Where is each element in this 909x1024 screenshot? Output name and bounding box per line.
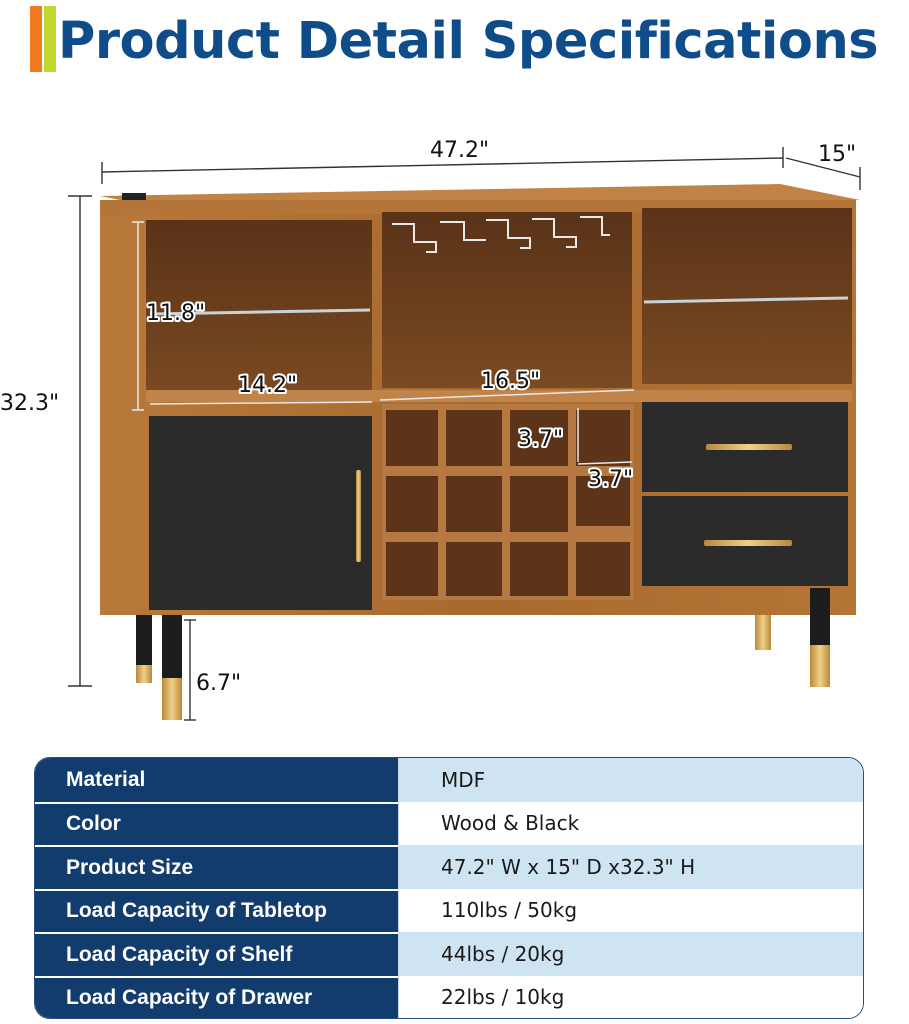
left-cabinet-door — [149, 416, 372, 610]
spec-row-shelf-capacity — [35, 932, 863, 976]
wine-cubby-grid — [382, 404, 634, 600]
spec-label: Material — [35, 758, 398, 802]
leg-cap — [162, 678, 182, 720]
furniture-illustration — [0, 120, 909, 730]
spec-row-product-size — [35, 845, 863, 889]
page-title: Product Detail Specifications — [58, 12, 879, 71]
spec-label: Load Capacity of Shelf — [35, 932, 398, 976]
height-label: 32.3" — [0, 391, 60, 416]
right-open-shelf — [642, 208, 852, 384]
spec-row-color — [35, 802, 863, 846]
shelf-height-label: 11.8" — [146, 301, 206, 326]
spec-label: Load Capacity of Tabletop — [35, 889, 398, 933]
spec-value: 47.2" W x 15" D x32.3" H — [398, 845, 863, 889]
leg-height-dimension-line — [184, 620, 196, 720]
spec-value: 44lbs / 20kg — [398, 932, 863, 976]
leg-cap — [755, 612, 771, 650]
spec-row-drawer-capacity — [35, 976, 863, 1020]
cubby-height-label: 3.7" — [518, 427, 564, 452]
leg-cap — [810, 645, 830, 687]
height-dimension-line — [68, 196, 92, 686]
spec-label: Color — [35, 802, 398, 846]
spec-row-tabletop-capacity — [35, 889, 863, 933]
header-accent-green — [44, 6, 56, 72]
depth-label: 15" — [818, 142, 857, 167]
width-label: 47.2" — [430, 138, 490, 163]
cabinet-width-label: 14.2" — [238, 373, 298, 398]
spec-label: Product Size — [35, 845, 398, 889]
spec-value: 110lbs / 50kg — [398, 889, 863, 933]
spec-value: MDF — [398, 758, 863, 802]
drawer-handle — [704, 540, 792, 546]
spec-table — [34, 757, 864, 1019]
drawer-handle — [706, 444, 792, 450]
power-outlet — [122, 193, 146, 200]
spec-value: 22lbs / 10kg — [398, 976, 863, 1020]
header-accent-orange — [30, 6, 42, 72]
cubby-width-label: 3.7" — [588, 467, 634, 492]
door-handle — [356, 470, 361, 562]
spec-row-material — [35, 758, 863, 802]
leg-cap — [136, 665, 152, 683]
leg-height-label: 6.7" — [196, 671, 242, 696]
spec-label: Load Capacity of Drawer — [35, 976, 398, 1020]
center-width-label: 16.5" — [481, 369, 541, 394]
spec-value: Wood & Black — [398, 802, 863, 846]
